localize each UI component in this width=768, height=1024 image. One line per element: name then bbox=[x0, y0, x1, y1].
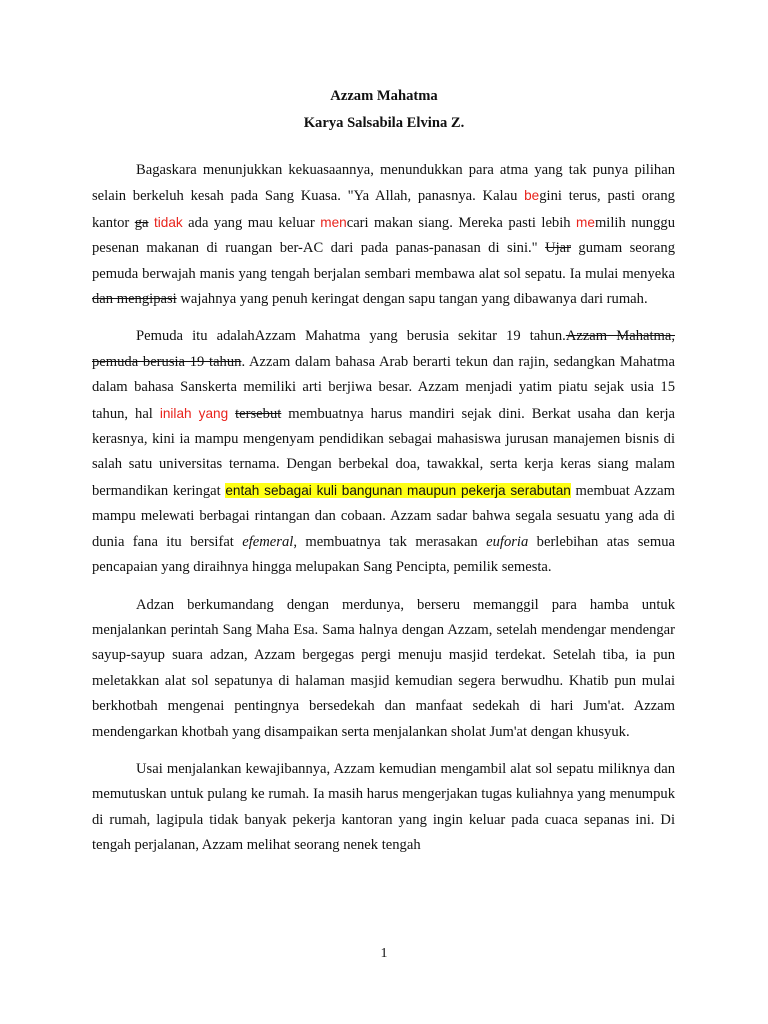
page-number: 1 bbox=[380, 946, 388, 961]
inserted-text: be bbox=[524, 188, 540, 204]
text-run: wajahnya yang penuh keringat dengan sapu tangan yang dibawanya dari rumah. bbox=[176, 291, 648, 308]
deleted-text: Ujar bbox=[545, 240, 571, 257]
paragraph-4 bbox=[92, 757, 675, 859]
highlighted-text: entah sebagai kuli bangunan maupun pekerja serabutan bbox=[225, 482, 571, 498]
text-run: cari makan siang. Mereka pasti lebih bbox=[346, 214, 577, 231]
text-run: ada yang mau keluar bbox=[182, 214, 321, 231]
text-run: , membuatnya tak merasakan bbox=[293, 533, 487, 550]
inserted-text: inilah yang bbox=[159, 405, 229, 421]
text-run: gumam seorang pemuda berwajah manis yang tengah berjalan sembari membawa alat sol sepatu. Ia mulai menyeka bbox=[92, 240, 675, 282]
paragraph-2 bbox=[92, 324, 675, 580]
text-run: . Azzam dalam bahasa Arab berarti tekun dan rajin, sedangkan Mahatma dalam bahasa Sanskerta memiliki arti berjiwa besar. Azzam menjadi yatim piatu sejak usia 15 tahun, hal bbox=[92, 353, 675, 422]
deleted-text: dan mengipasi bbox=[92, 291, 177, 308]
paragraph-3 bbox=[92, 593, 675, 745]
text-run: Pemuda itu adalahAzzam Mahatma yang berusia sekitar 19 tahun. bbox=[136, 328, 566, 345]
text-run: gini terus, pasti orang kantor bbox=[92, 188, 675, 231]
text-run: Bagaskara menunjukkan kekuasaannya, menundukkan para atma yang tak punya pilihan selain berkeluh kesah pada Sang Kuasa. "Ya Allah, panasnya. Kalau bbox=[92, 162, 675, 205]
deleted-text: Azzam Mahatma, pemuda berusia 19 tahun bbox=[92, 328, 675, 370]
inserted-text: tidak bbox=[154, 214, 183, 230]
italic-term: efemeral bbox=[242, 533, 294, 550]
italic-term: euforia bbox=[486, 533, 529, 550]
paragraph-1 bbox=[92, 158, 675, 312]
document-title: Azzam Mahatma bbox=[330, 88, 438, 104]
document-body bbox=[92, 158, 675, 871]
inserted-text: me bbox=[576, 214, 595, 230]
deleted-text: ga bbox=[134, 214, 149, 231]
text-run: membuat Azzam mampu melewati berbagai rintangan dan cobaan. Azzam sadar bahwa segala sesuatu yang ada di dunia fana itu bersifat bbox=[92, 482, 675, 550]
text-run: Adzan berkumandang dengan merdunya, berseru memanggil para hamba untuk menjalankan perintah Sang Maha Esa. Sama halnya dengan Azzam, setelah mendengar mendengar sayup-sayup suara adzan, Azzam bergegas pergi menuju masjid terdekat. Setelah tiba, ia pun meletakkan alat sol sepatunya di halaman masjid kemudian segera berwudhu. Khatib pun mulai berkhotbah mengenai pentingnya bersedekah dan manfaat sedekah di hari Jum'at. Azzam mendengarkan khotbah yang disampaikan serta menjalankan sholat Jum'at dengan khusyuk. bbox=[92, 596, 675, 740]
deleted-text: tersebut bbox=[235, 405, 282, 422]
inserted-text: men bbox=[320, 214, 347, 230]
text-run: milih nunggu pesenan makanan di ruangan ber-AC dari pada panas-panasan di sini." bbox=[92, 214, 675, 257]
document-subtitle: Karya Salsabila Elvina Z. bbox=[303, 115, 465, 131]
text-run: berlebihan atas semua pencapaian yang diraihnya hingga melupakan Sang Pencipta, pemilik semesta. bbox=[92, 533, 675, 576]
text-run: membuatnya harus mandiri sejak dini. Berkat usaha dan kerja kerasnya, kini ia mampu mengenyam pendidikan sebagai mahasiswa jurusan manajemen bisnis di salah satu universitas ternama. Dengan berbekal doa, tawakkal, serta kerja keras siang malam bermandikan keringat bbox=[92, 405, 676, 499]
text-run: Usai menjalankan kewajibannya, Azzam kemudian mengambil alat sol sepatu miliknya dan memutuskan untuk pulang ke rumah. Ia masih harus mengerjakan tugas kuliahnya yang menumpuk di rumah, lagipula tidak banyak pekerja kantoran yang ingin keluar pada cuaca sepanas ini. Di tengah perjalanan, Azzam melihat seorang nenek tengah bbox=[92, 760, 675, 854]
